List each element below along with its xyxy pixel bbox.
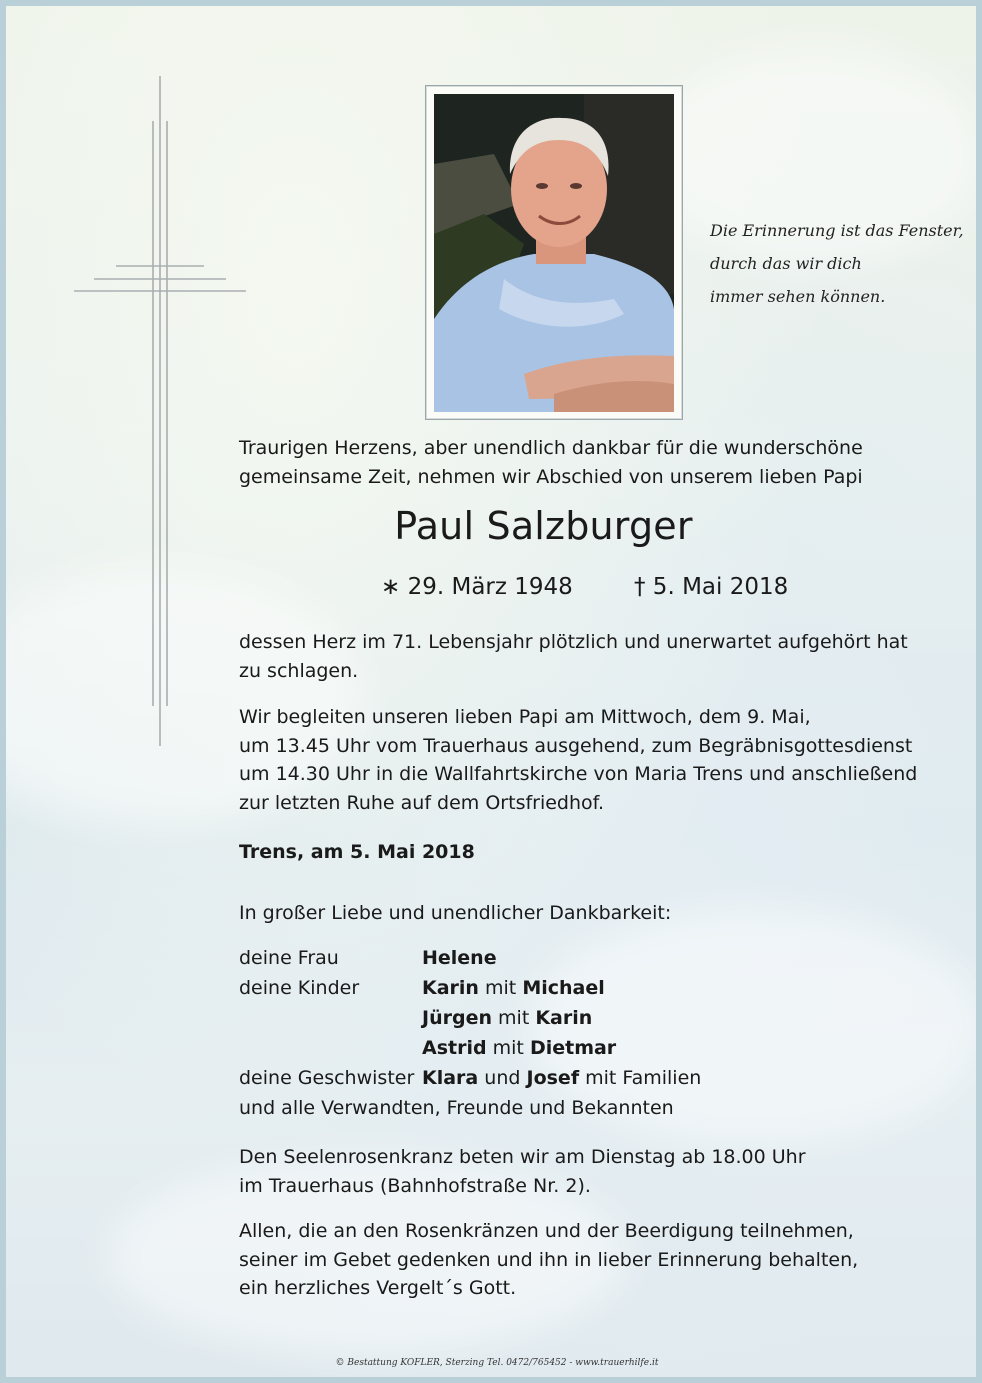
mourner-name: Jürgen bbox=[422, 1007, 492, 1029]
rosary-line: im Trauerhaus (Bahnhofstraße Nr. 2). bbox=[239, 1174, 591, 1197]
place-date: Trens, am 5. Mai 2018 bbox=[239, 841, 475, 863]
intro-line: Traurigen Herzens, aber unendlich dankbar für die wunderschöne bbox=[239, 437, 863, 459]
mourner-name: Michael bbox=[522, 977, 605, 999]
thanks-text bbox=[239, 1217, 858, 1303]
mourner-row bbox=[239, 1033, 701, 1063]
quote-line: immer sehen können. bbox=[710, 287, 886, 306]
mourners-list bbox=[239, 943, 701, 1123]
intro-text bbox=[239, 434, 863, 491]
connector: mit bbox=[492, 1037, 524, 1059]
connector: mit bbox=[498, 1007, 530, 1029]
quote-line: Die Erinnerung ist das Fenster, bbox=[710, 221, 964, 240]
mourner-name: Karin bbox=[535, 1007, 593, 1029]
funeral-line: um 13.45 Uhr vom Trauerhaus ausgehend, zum Begräbnisgottesdienst bbox=[239, 734, 913, 757]
deceased-name: Paul Salzburger bbox=[394, 504, 693, 548]
connector: und bbox=[484, 1067, 521, 1089]
mourner-name: Klara bbox=[422, 1067, 479, 1089]
relation-label: deine Kinder bbox=[239, 977, 360, 999]
thanks-line: Allen, die an den Rosenkränzen und der Beerdigung teilnehmen, bbox=[239, 1220, 854, 1242]
portrait-frame bbox=[425, 85, 683, 420]
funeral-line: um 14.30 Uhr in die Wallfahrtskirche von Maria Trens und anschließend bbox=[239, 763, 918, 785]
mourner-row bbox=[239, 1003, 701, 1033]
cross-icon bbox=[66, 76, 256, 756]
rosary-line: Den Seelenrosenkranz beten wir am Dienstag ab 18.00 Uhr bbox=[239, 1146, 806, 1168]
thanks-line: ein herzliches Vergelt´s Gott. bbox=[239, 1277, 517, 1299]
passing-text bbox=[239, 628, 908, 685]
quote-line: durch das wir dich bbox=[710, 254, 862, 273]
relation-label: deine Geschwister bbox=[239, 1067, 415, 1089]
funeral-line: zur letzten Ruhe auf dem Ortsfriedhof. bbox=[239, 791, 605, 814]
mourner-name: Astrid bbox=[422, 1037, 487, 1059]
death-date: † 5. Mai 2018 bbox=[634, 574, 789, 600]
funeral-line: Wir begleiten unseren lieben Papi am Mittwoch, dem 9. Mai, bbox=[239, 706, 811, 728]
connector: mit bbox=[485, 977, 517, 999]
funeral-home-footer: © Bestattung KOFLER, Sterzing Tel. 0472/765452 - www.trauerhilfe.it bbox=[335, 1358, 659, 1368]
mourners-intro: In großer Liebe und unendlicher Dankbarkeit: bbox=[239, 902, 672, 924]
mourner-row bbox=[239, 943, 701, 973]
passing-line: zu schlagen. bbox=[239, 659, 359, 682]
relation-label: deine Frau bbox=[239, 947, 339, 969]
mourner-name: Dietmar bbox=[529, 1037, 617, 1059]
intro-line: gemeinsame Zeit, nehmen wir Abschied von unserem lieben Papi bbox=[239, 465, 863, 488]
birth-date: ∗ 29. März 1948 bbox=[381, 574, 573, 600]
mourner-name: Helene bbox=[422, 947, 497, 969]
rosary-text bbox=[239, 1143, 806, 1200]
portrait-photo bbox=[434, 94, 674, 412]
connector: mit Familien bbox=[585, 1067, 702, 1089]
mourner-row bbox=[239, 1063, 701, 1093]
funeral-text bbox=[239, 703, 917, 817]
memorial-quote bbox=[710, 214, 964, 313]
mourner-name: Josef bbox=[526, 1067, 580, 1089]
mourner-row bbox=[239, 973, 701, 1003]
thanks-line: seiner im Gebet gedenken und ihn in lieber Erinnerung behalten, bbox=[239, 1248, 859, 1271]
mourner-name: Karin bbox=[422, 977, 479, 999]
relatives-line: und alle Verwandten, Freunde und Bekannten bbox=[239, 1097, 674, 1119]
passing-line: dessen Herz im 71. Lebensjahr plötzlich und unerwartet aufgehört hat bbox=[239, 631, 908, 653]
